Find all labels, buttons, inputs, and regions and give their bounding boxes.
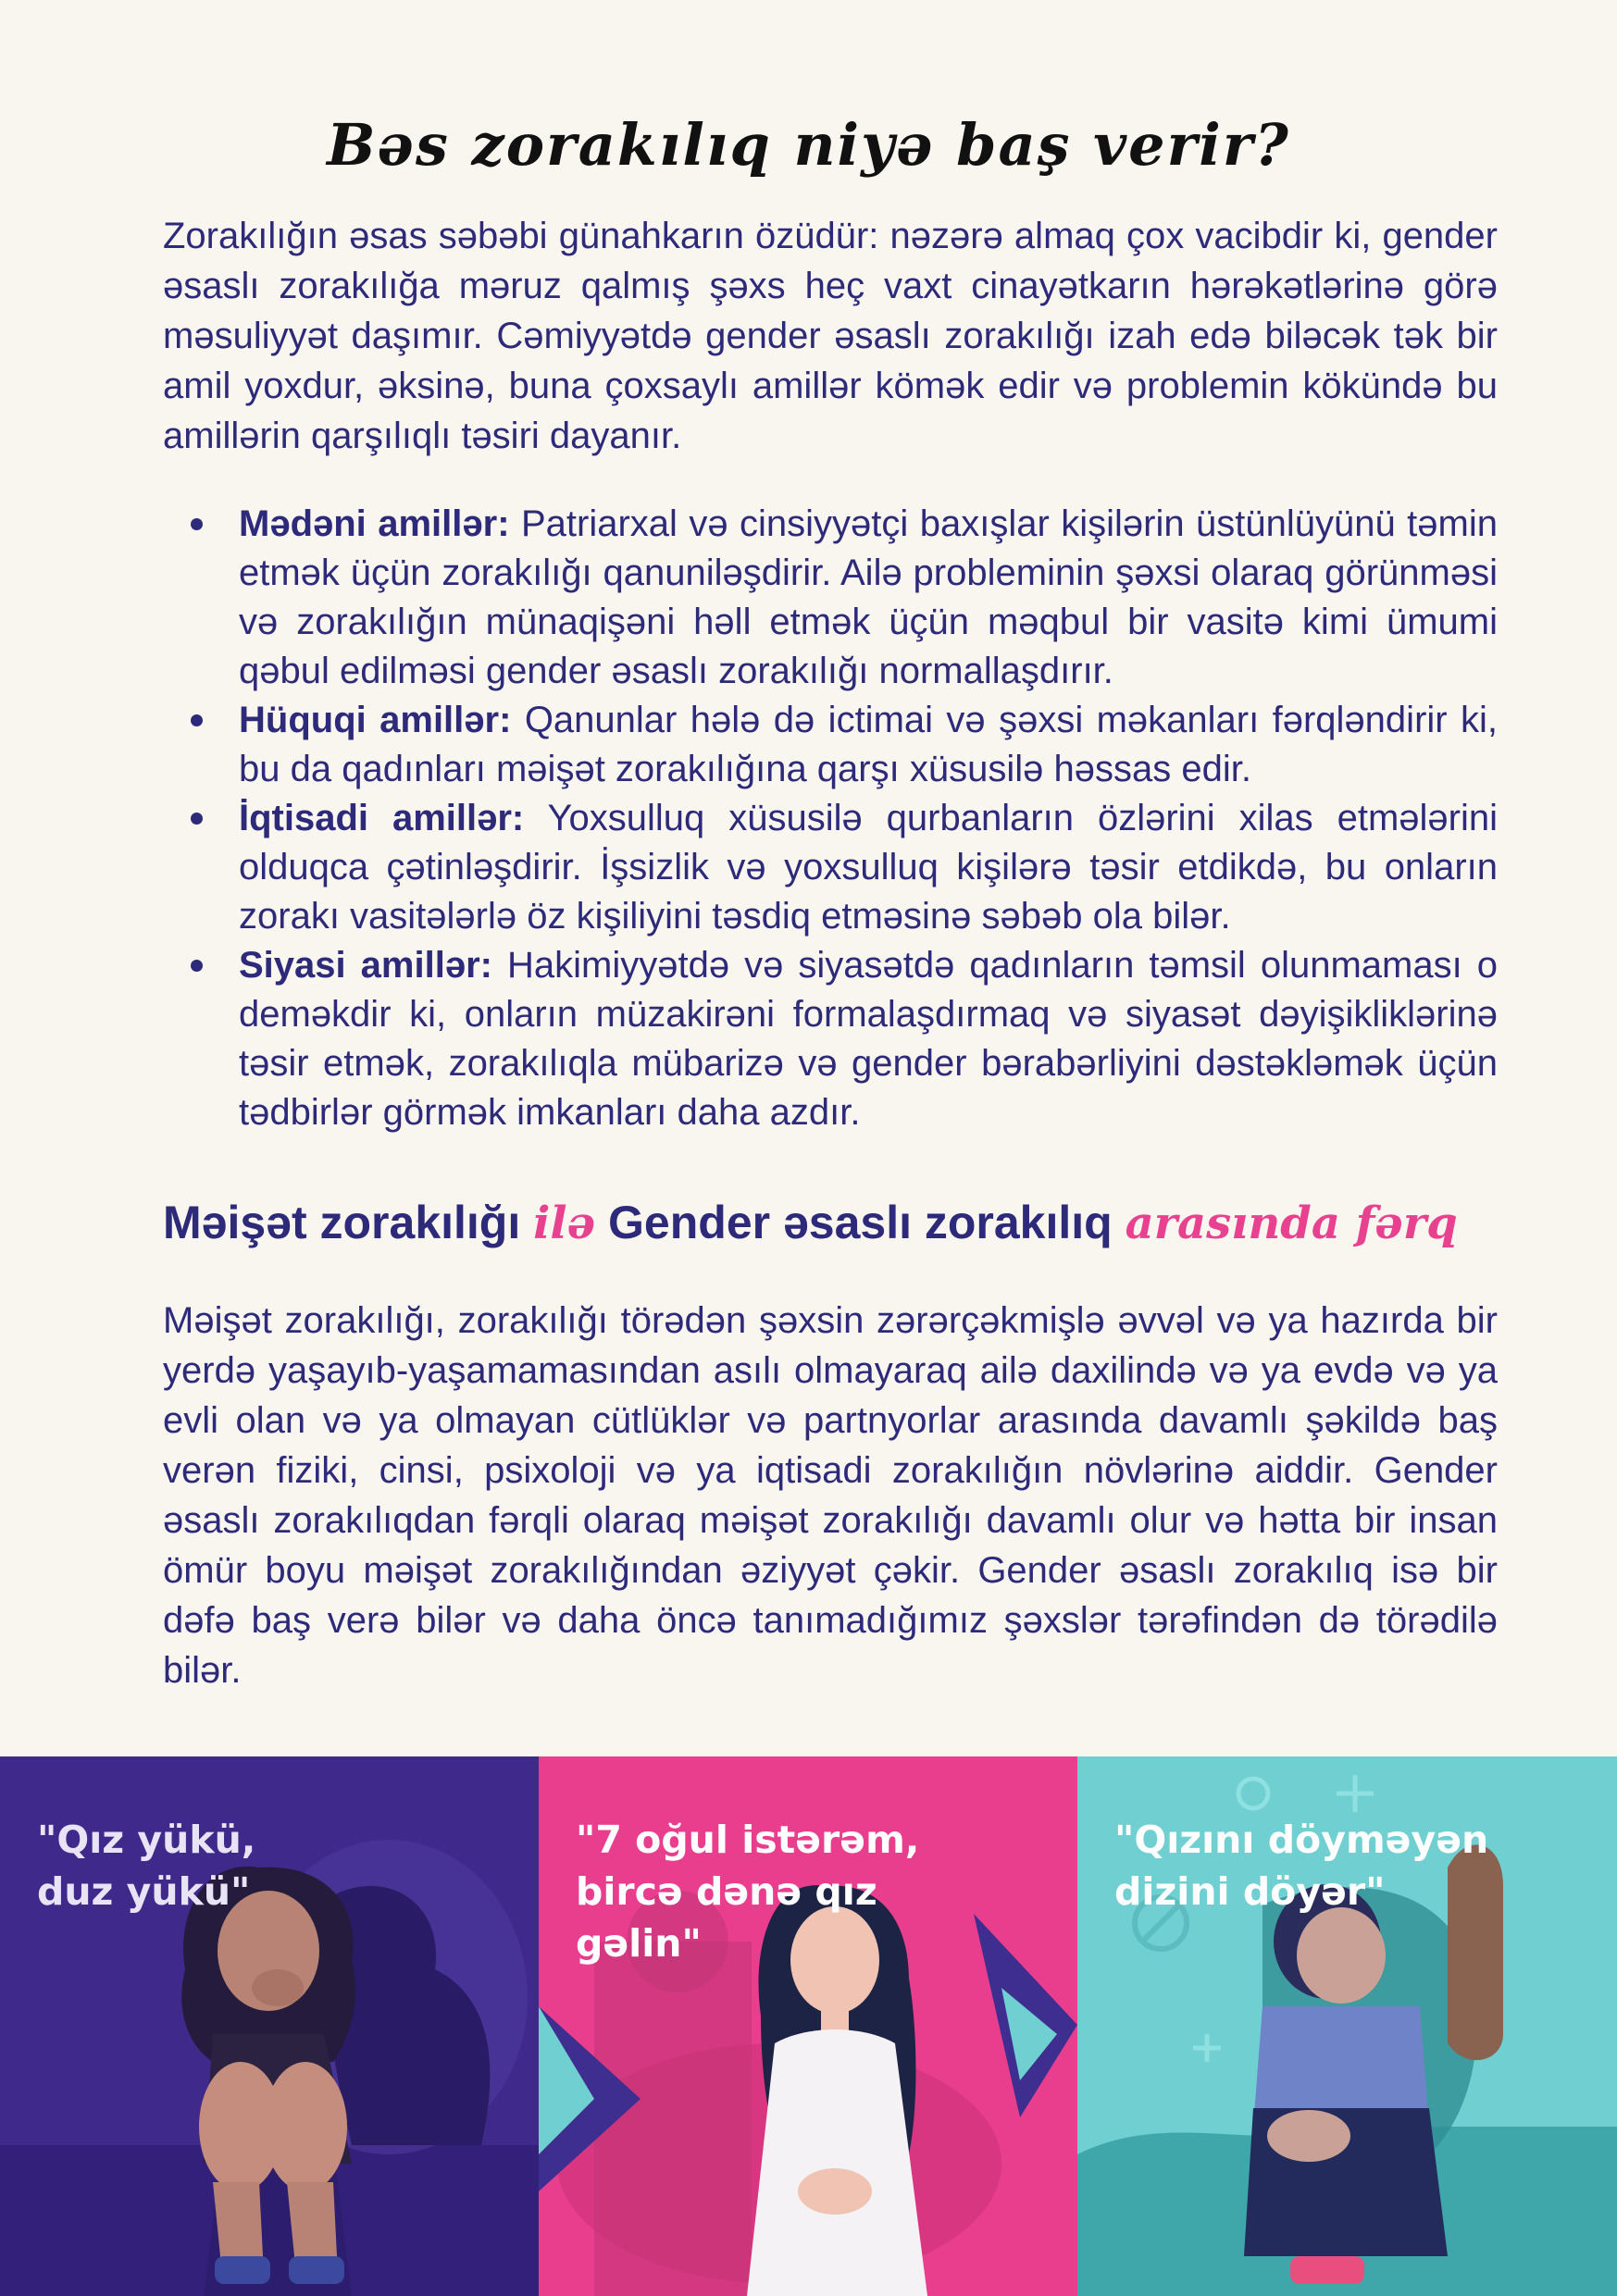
bullet-icon xyxy=(191,518,203,530)
illustration-banner xyxy=(0,1756,1617,2296)
quote-line: bircə dənə qız xyxy=(576,1869,877,1914)
quote-line: "Qız yükü, xyxy=(37,1818,256,1862)
section-heading xyxy=(163,1196,1551,1249)
intro-paragraph: Zorakılığın əsas səbəbi günahkarın özüdür: nəzərə almaq çox vacibdir ki, gender əsaslı zorakılığa məruz qalmış şəxs heç vaxt cinayətkarın hərəkətlərinə görə məsuliyyət daşımır. Cəmiyyətdə gender əsaslı zorakılığı izah edə biləcək tək bir amil yoxdur, əksinə, buna çoxsaylı amillər kömək edir və problemin kökündə bu amillərin qarşılıqlı təsiri dayanır. xyxy=(163,216,1498,456)
list-item xyxy=(163,500,1498,696)
quote-line: "7 oğul istərəm, xyxy=(576,1818,920,1862)
quote-text xyxy=(1114,1814,1596,1917)
difference-paragraph: Məişət zorakılığı, zorakılığı törədən şəxsin zərərçəkmişlə əvvəl və ya hazırda bir yerdə yaşayıb-yaşamamasından asılı olmayaraq ailə daxilində və ya evdə və ya evli olan və ya olmayan cütlüklər və partnyorlar arasında davamlı şəkildə baş verən fiziki, cinsi, psixoloji və ya iqtisadi zorakılığın növlərinə aiddir. Gender əsaslı zorakılıqdan fərqli olaraq məişət zorakılığı davamlı olur və hətta bir insan ömür boyu məişət zorakılığından əziyyət çəkir. Gender əsaslı zorakılıq isə bir dəfə baş verə bilər və daha öncə tanımadığımız şəxslər tərəfindən də törədilə bilər. xyxy=(163,1300,1498,1691)
factor-text: Patriarxal və cinsiyyətçi baxışlar kişilərin üstünlüyünü təmin etmək üçün zorakılığı qanuniləşdirir. Ailə probleminin şəxsi olaraq görünməsi və zorakılığın münaqişəni həll etmək üçün məqbul bir vasitə kimi ümumi qəbul edilməsi gender əsaslı zorakılığı normallaşdırır. xyxy=(239,503,1498,691)
list-item xyxy=(163,794,1498,941)
quote-text xyxy=(576,1814,1057,1969)
factor-label: Mədəni amillər: xyxy=(239,503,510,544)
bullet-icon xyxy=(191,960,203,972)
factor-text: Qanunlar hələ də ictimai və şəxsi məkanları fərqləndirir ki, bu da qadınları məişət zorakılığına qarşı xüsusilə həssas edir. xyxy=(239,700,1498,789)
banner-panel-purple xyxy=(0,1756,539,2296)
heading-part: Məişət zorakılığı xyxy=(163,1197,534,1248)
quote-line: gəlin" xyxy=(576,1921,702,1966)
list-item xyxy=(163,941,1498,1137)
bullet-icon xyxy=(191,813,203,825)
quote-text xyxy=(37,1814,518,1917)
quote-line: duz yükü" xyxy=(37,1869,251,1914)
factor-label: Siyasi amillər: xyxy=(239,945,492,986)
heading-script-word: arasında fərq xyxy=(1125,1198,1458,1249)
list-item xyxy=(163,696,1498,794)
factor-label: Hüquqi amillər: xyxy=(239,700,512,740)
bullet-icon xyxy=(191,714,203,726)
factor-text: Hakimiyyətdə və siyasətdə qadınların təmsil olunmaması o deməkdir ki, onların müzakirəni formalaşdırmaq və siyasət dəyişikliklərinə təsir etmək, zorakılıqla mübarizə və gender bərabərliyini dəstəkləmək üçün tədbirlər görmək imkanları daha azdır. xyxy=(239,945,1498,1133)
factor-text: Yoxsulluq xüsusilə qurbanların özlərini xilas etmələrini olduqca çətinləşdirir. İşsizlik və yoxsulluq kişilərə təsir etdikdə, bu onların zorakı vasitələrlə öz kişiliyini təsdiq etməsinə səbəb ola bilər. xyxy=(239,798,1499,937)
banner-panel-pink xyxy=(539,1756,1077,2296)
factors-list xyxy=(163,500,1498,1137)
factor-label: İqtisadi amillər: xyxy=(239,798,525,838)
banner-panel-teal xyxy=(1077,1756,1617,2296)
page-title: Bəs zorakılıq niyə baş verir? xyxy=(327,111,1290,179)
quote-line: "Qızını döyməyən xyxy=(1114,1818,1489,1862)
quote-line: dizini döyər" xyxy=(1114,1869,1386,1914)
heading-part: Gender əsaslı zorakılıq xyxy=(595,1197,1126,1248)
heading-script-word: ilə xyxy=(533,1198,596,1249)
